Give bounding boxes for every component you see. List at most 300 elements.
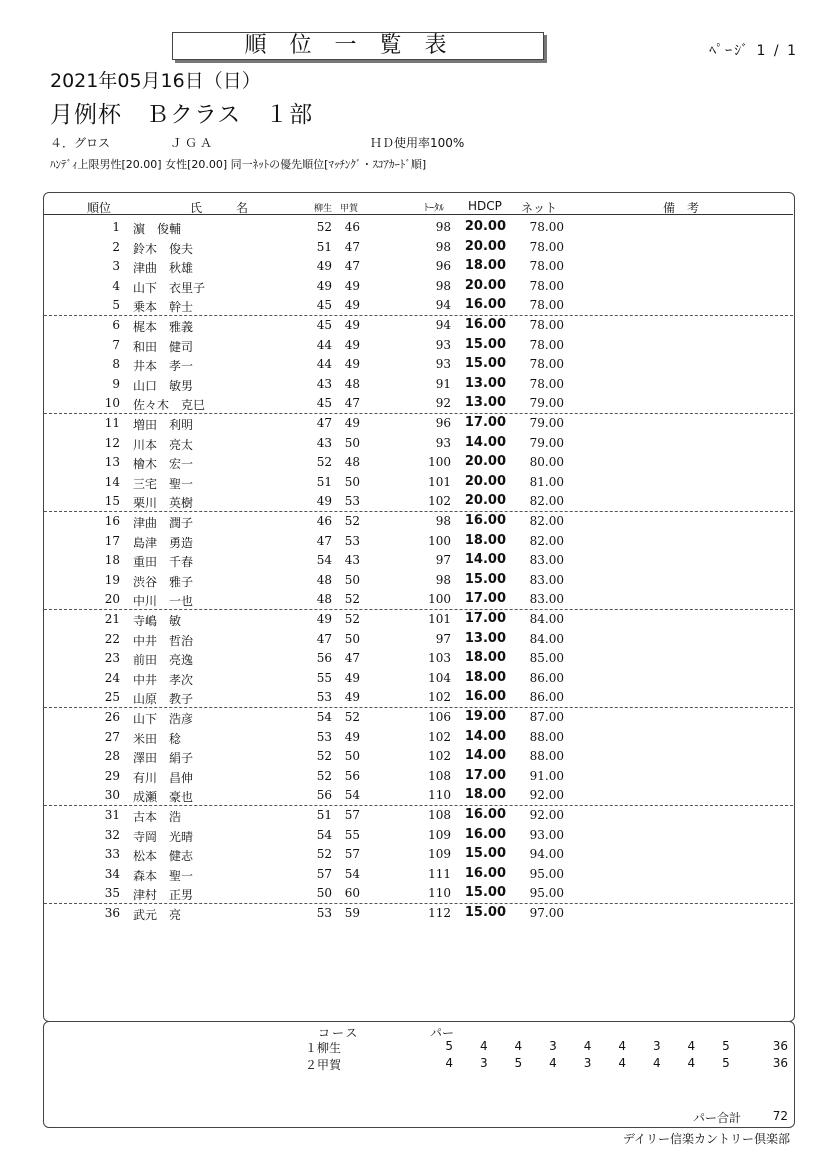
total-cell: 96 <box>435 416 451 430</box>
net-cell: 94.00 <box>529 847 564 862</box>
total-cell: 101 <box>428 612 451 626</box>
net-cell: 88.00 <box>529 729 564 744</box>
table-row <box>0 296 826 316</box>
name-cell: 島津 勇造 <box>133 535 194 550</box>
rank-cell: 25 <box>104 690 120 705</box>
rank-cell: 26 <box>104 710 120 724</box>
total-cell: 108 <box>428 808 451 822</box>
table-row <box>0 277 826 297</box>
hdcp-cell: 15.00 <box>464 571 506 587</box>
hdcp-cell: 14.00 <box>464 434 506 450</box>
table-row <box>0 316 826 336</box>
course2-score-cell: 48 <box>344 376 360 391</box>
table-row <box>0 688 826 708</box>
table-row <box>0 904 826 924</box>
table-row <box>0 473 826 493</box>
total-cell: 102 <box>428 690 451 705</box>
rank-cell: 7 <box>112 337 120 352</box>
hdcp-cell: 16.00 <box>464 297 506 313</box>
total-cell: 98 <box>435 239 451 254</box>
table-row <box>0 806 826 826</box>
course1-score-cell: 46 <box>316 514 332 528</box>
table-row <box>0 492 826 512</box>
hdcp-cell: 15.00 <box>464 336 506 352</box>
total-cell: 102 <box>428 749 451 764</box>
course2-score-cell: 50 <box>344 474 360 489</box>
course1-score-cell: 45 <box>316 396 332 411</box>
course2-score-cell: 52 <box>344 514 360 528</box>
course2-score-cell: 50 <box>344 631 360 646</box>
course2-score-cell: 49 <box>344 357 360 372</box>
net-cell: 78.00 <box>529 337 564 352</box>
net-cell: 81.00 <box>529 474 564 489</box>
table-row <box>0 394 826 414</box>
course1-score-cell: 43 <box>316 435 332 450</box>
total-cell: 93 <box>435 435 451 450</box>
course2-score-cell: 59 <box>344 906 360 920</box>
net-cell: 83.00 <box>529 553 564 568</box>
par-total-label: パー合計 <box>693 1111 742 1125</box>
hd-usage-label: ＨＤ使用率100% <box>370 136 465 150</box>
course2-score-cell: 49 <box>344 416 360 430</box>
table-row <box>0 767 826 787</box>
rank-cell: 12 <box>104 435 120 450</box>
hdcp-cell: 14.00 <box>464 552 506 568</box>
course1-score-cell: 52 <box>316 847 332 862</box>
table-row <box>0 884 826 904</box>
table-row <box>0 218 826 238</box>
total-cell: 98 <box>435 278 451 293</box>
total-cell: 98 <box>435 220 451 234</box>
net-cell: 95.00 <box>529 866 564 881</box>
table-row <box>0 453 826 473</box>
net-cell: 93.00 <box>529 827 564 842</box>
total-cell: 98 <box>435 572 451 587</box>
net-cell: 85.00 <box>529 651 564 666</box>
hdcp-cell: 16.00 <box>464 513 506 528</box>
event-date: 2021年05月16日（日） <box>50 70 261 92</box>
table-row <box>0 414 826 434</box>
net-cell: 91.00 <box>529 768 564 783</box>
table-row <box>0 375 826 395</box>
net-cell: 97.00 <box>529 906 564 920</box>
course1-score-cell: 44 <box>316 357 332 372</box>
hole-par: 4 <box>479 1039 488 1053</box>
table-row <box>0 610 826 630</box>
name-cell: 米田 稔 <box>133 731 182 746</box>
course1-score-cell: 49 <box>316 259 332 274</box>
name-cell: 寺岡 光晴 <box>133 829 194 844</box>
col-remarks: 備 考 <box>663 201 700 215</box>
hole-par: 5 <box>722 1039 730 1053</box>
course2-score-cell: 55 <box>344 827 360 842</box>
hdcp-cell: 15.00 <box>464 885 506 901</box>
rank-cell: 17 <box>104 533 120 548</box>
total-cell: 102 <box>428 494 451 509</box>
event-name: 月例杯 Ｂクラス １部 <box>50 102 314 128</box>
hdcp-cell: 16.00 <box>464 826 506 842</box>
hdcp-cell: 15.00 <box>464 356 506 372</box>
course1-score-cell: 45 <box>316 318 332 332</box>
course1-score-cell: 54 <box>316 710 332 724</box>
rank-cell: 2 <box>112 239 120 254</box>
name-cell: 津曲 秋雄 <box>133 261 194 276</box>
course2-score-cell: 53 <box>344 494 360 509</box>
name-cell: 中井 孝次 <box>133 672 194 687</box>
course2-score-cell: 53 <box>344 533 360 548</box>
hdcp-cell: 13.00 <box>464 375 506 391</box>
total-cell: 96 <box>435 259 451 274</box>
name-cell: 寺嶋 敏 <box>133 614 182 628</box>
total-cell: 104 <box>428 670 451 685</box>
course-info-box <box>43 1021 795 1128</box>
course1-score-cell: 49 <box>316 612 332 626</box>
course1-score-cell: 52 <box>316 768 332 783</box>
rank-cell: 29 <box>104 768 120 783</box>
total-cell: 103 <box>428 651 451 666</box>
association-label: ＪＧＡ <box>170 136 216 150</box>
page-number: ﾍﾟｰｼﾞ 1 / 1 <box>709 43 798 59</box>
course2-score-cell: 49 <box>344 729 360 744</box>
course2-score-cell: 49 <box>344 670 360 685</box>
hdcp-cell: 18.00 <box>464 669 506 685</box>
net-cell: 86.00 <box>529 670 564 685</box>
hdcp-cell: 19.00 <box>464 709 506 724</box>
total-cell: 102 <box>428 729 451 744</box>
hdcp-cell: 18.00 <box>464 787 506 803</box>
rank-cell: 30 <box>104 788 120 803</box>
course2-score-cell: 54 <box>344 788 360 803</box>
course2-score-cell: 52 <box>344 710 360 724</box>
course1-score-cell: 55 <box>316 670 332 685</box>
rank-cell: 16 <box>104 514 120 528</box>
course1-score-cell: 44 <box>316 337 332 352</box>
club-name: デイリー信楽カントリー倶楽部 <box>622 1132 790 1146</box>
net-cell: 78.00 <box>529 298 564 313</box>
rank-cell: 1 <box>112 220 120 234</box>
hdcp-cell: 16.00 <box>464 807 506 822</box>
course-par-total: 36 <box>772 1056 788 1070</box>
total-cell: 109 <box>428 847 451 862</box>
course1-score-cell: 47 <box>316 631 332 646</box>
hdcp-cell: 13.00 <box>464 395 506 411</box>
hdcp-cell: 20.00 <box>464 493 506 509</box>
rank-cell: 32 <box>104 827 120 842</box>
name-cell: 有川 昌伸 <box>133 770 194 785</box>
course1-score-cell: 57 <box>316 866 332 881</box>
name-cell: 山口 敏男 <box>133 378 194 393</box>
table-row <box>0 630 826 650</box>
hdcp-cell: 17.00 <box>464 767 506 783</box>
col-rank: 順位 <box>87 201 112 215</box>
rank-cell: 34 <box>104 866 120 881</box>
net-cell: 78.00 <box>529 357 564 372</box>
hdcp-cell: 14.00 <box>464 728 506 744</box>
course2-score-cell: 49 <box>344 690 360 705</box>
total-cell: 112 <box>428 906 451 920</box>
net-cell: 82.00 <box>529 494 564 509</box>
name-cell: 井本 孝一 <box>133 359 194 374</box>
course2-score-cell: 52 <box>344 612 360 626</box>
rank-cell: 36 <box>104 906 120 920</box>
col-hdcp: HDCP <box>468 199 502 213</box>
course2-score-cell: 48 <box>344 455 360 470</box>
course-par-total: 36 <box>772 1039 788 1053</box>
total-cell: 94 <box>435 318 451 332</box>
total-cell: 93 <box>435 337 451 352</box>
course1-score-cell: 49 <box>316 278 332 293</box>
course1-score-cell: 56 <box>316 788 332 803</box>
hole-par: 4 <box>687 1039 696 1053</box>
hole-par: 3 <box>583 1056 592 1070</box>
table-row <box>0 845 826 865</box>
table-row <box>0 865 826 885</box>
rank-cell: 3 <box>112 259 120 274</box>
hdcp-cell: 18.00 <box>464 258 506 274</box>
total-cell: 91 <box>435 376 451 391</box>
total-cell: 110 <box>428 886 451 901</box>
name-cell: 鈴木 俊夫 <box>133 241 194 256</box>
course1-score-cell: 54 <box>316 553 332 568</box>
hdcp-cell: 20.00 <box>464 219 506 234</box>
name-cell: 乗本 幹士 <box>133 300 194 315</box>
course1-score-cell: 45 <box>316 298 332 313</box>
course1-score-cell: 43 <box>316 376 332 391</box>
col-name-1: 氏 <box>190 201 203 215</box>
name-cell: 津曲 潤子 <box>133 516 194 530</box>
course1-score-cell: 50 <box>316 886 332 901</box>
rank-cell: 14 <box>104 474 120 489</box>
rank-cell: 6 <box>112 318 120 332</box>
course2-score-cell: 49 <box>344 298 360 313</box>
total-cell: 98 <box>435 514 451 528</box>
course1-score-cell: 52 <box>316 455 332 470</box>
rank-cell: 5 <box>112 298 120 313</box>
total-cell: 111 <box>428 866 451 881</box>
total-cell: 109 <box>428 827 451 842</box>
net-cell: 82.00 <box>529 514 564 528</box>
course-name: ２甲賀 <box>305 1058 342 1072</box>
par-total-value: 72 <box>772 1109 788 1123</box>
table-row <box>0 434 826 454</box>
hole-par: 4 <box>549 1056 557 1070</box>
total-cell: 106 <box>428 710 451 724</box>
table-row <box>0 571 826 591</box>
course1-score-cell: 51 <box>316 474 332 489</box>
total-cell: 97 <box>435 553 451 568</box>
net-cell: 92.00 <box>529 788 564 803</box>
course2-score-cell: 52 <box>344 592 360 607</box>
rank-cell: 11 <box>104 416 120 430</box>
hdcp-cell: 14.00 <box>464 748 506 764</box>
net-cell: 88.00 <box>529 749 564 764</box>
name-cell: 森本 聖一 <box>133 868 194 883</box>
handicap-rule: ﾊﾝﾃﾞｨ上限男性[20.00] 女性[20.00] 同一ﾈｯﾄの優先順位[ﾏｯﾁﾝｸﾞ・ｽｺｱｶｰﾄﾞ順] <box>50 158 427 171</box>
table-row <box>0 238 826 258</box>
table-row <box>0 708 826 728</box>
name-cell: 山下 衣里子 <box>133 280 206 295</box>
hdcp-cell: 20.00 <box>464 454 506 470</box>
hole-par: 3 <box>479 1056 488 1070</box>
col-total: ﾄｰﾀﾙ <box>424 203 444 214</box>
course2-score-cell: 47 <box>344 651 360 666</box>
table-row <box>0 532 826 552</box>
course2-score-cell: 49 <box>344 278 360 293</box>
name-cell: 山下 浩彦 <box>133 712 194 726</box>
course2-score-cell: 60 <box>344 886 360 901</box>
rank-cell: 28 <box>104 749 120 764</box>
table-row <box>0 826 826 846</box>
hdcp-cell: 17.00 <box>464 611 506 626</box>
net-cell: 83.00 <box>529 572 564 587</box>
rank-cell: 18 <box>104 553 120 568</box>
col-net: ネット <box>521 201 558 215</box>
col-name-2: 名 <box>236 201 249 215</box>
name-cell: 成瀬 豪也 <box>133 790 194 805</box>
course1-score-cell: 52 <box>316 220 332 234</box>
hdcp-cell: 20.00 <box>464 473 506 489</box>
total-cell: 110 <box>428 788 451 803</box>
net-cell: 86.00 <box>529 690 564 705</box>
table-row <box>0 786 826 806</box>
table-row <box>0 336 826 356</box>
course2-score-cell: 57 <box>344 847 360 862</box>
name-cell: 濵 俊輔 <box>133 222 182 236</box>
rank-cell: 24 <box>104 670 120 685</box>
name-cell: 澤田 絹子 <box>133 751 194 766</box>
hdcp-cell: 20.00 <box>464 277 506 293</box>
hdcp-cell: 17.00 <box>464 591 506 607</box>
table-row <box>0 747 826 767</box>
total-cell: 100 <box>428 592 451 607</box>
hole-par: 4 <box>618 1039 626 1053</box>
hdcp-cell: 16.00 <box>464 689 506 705</box>
name-cell: 佐々木 克巳 <box>133 398 206 413</box>
hole-par: 4 <box>583 1039 592 1053</box>
course-label: コース <box>318 1026 360 1040</box>
name-cell: 重田 千春 <box>133 555 194 570</box>
name-cell: 中井 哲治 <box>133 633 194 648</box>
col-course2: 甲賀 <box>340 204 359 214</box>
table-row <box>0 551 826 571</box>
net-cell: 79.00 <box>529 435 564 450</box>
name-cell: 前田 亮逸 <box>133 653 194 668</box>
name-cell: 栗川 英樹 <box>133 496 194 511</box>
course-name: １柳生 <box>305 1041 342 1055</box>
net-cell: 84.00 <box>529 631 564 646</box>
course2-score-cell: 50 <box>344 572 360 587</box>
course2-score-cell: 49 <box>344 318 360 332</box>
rank-cell: 10 <box>104 396 120 411</box>
net-cell: 84.00 <box>529 612 564 626</box>
rank-cell: 27 <box>104 729 120 744</box>
name-cell: 津村 正男 <box>133 888 194 903</box>
hdcp-cell: 16.00 <box>464 865 506 881</box>
net-cell: 78.00 <box>529 376 564 391</box>
rank-cell: 13 <box>104 455 120 470</box>
total-cell: 108 <box>428 768 451 783</box>
hdcp-cell: 18.00 <box>464 650 506 666</box>
name-cell: 武元 亮 <box>133 908 182 922</box>
table-row <box>0 669 826 689</box>
course1-score-cell: 51 <box>316 808 332 822</box>
hdcp-cell: 15.00 <box>464 905 506 920</box>
name-cell: 梶本 雅義 <box>133 320 194 334</box>
par-label: パー <box>430 1026 455 1040</box>
name-cell: 檜木 宏一 <box>133 457 194 472</box>
name-cell: 増田 利明 <box>133 418 194 432</box>
col-course1: 柳生 <box>314 204 333 214</box>
net-cell: 78.00 <box>529 239 564 254</box>
rank-cell: 21 <box>104 612 120 626</box>
hole-par: 4 <box>687 1056 696 1070</box>
hdcp-cell: 16.00 <box>464 317 506 332</box>
format-label: ４．グロス <box>50 136 111 150</box>
hole-par: 4 <box>618 1056 626 1070</box>
course1-score-cell: 47 <box>316 416 332 430</box>
course2-score-cell: 56 <box>344 768 360 783</box>
rank-cell: 22 <box>104 631 120 646</box>
net-cell: 82.00 <box>529 533 564 548</box>
rank-cell: 8 <box>112 357 120 372</box>
course1-score-cell: 54 <box>316 827 332 842</box>
net-cell: 79.00 <box>529 396 564 411</box>
course2-score-cell: 49 <box>344 337 360 352</box>
course1-score-cell: 48 <box>316 572 332 587</box>
net-cell: 95.00 <box>529 886 564 901</box>
net-cell: 78.00 <box>529 220 564 234</box>
rank-cell: 15 <box>104 494 120 509</box>
course1-score-cell: 53 <box>316 906 332 920</box>
name-cell: 中川 一也 <box>133 594 194 609</box>
hole-par: 4 <box>445 1056 453 1070</box>
course2-score-cell: 47 <box>344 259 360 274</box>
net-cell: 79.00 <box>529 416 564 430</box>
net-cell: 92.00 <box>529 808 564 822</box>
hole-par: 5 <box>445 1039 453 1053</box>
total-cell: 94 <box>435 298 451 313</box>
header-divider <box>44 214 793 215</box>
net-cell: 78.00 <box>529 278 564 293</box>
course1-score-cell: 53 <box>316 729 332 744</box>
page-title: 順位一覧表 <box>244 33 470 58</box>
hole-par: 3 <box>652 1039 661 1053</box>
name-cell: 松本 健志 <box>133 849 194 864</box>
name-cell: 三宅 聖一 <box>133 476 194 491</box>
hdcp-cell: 20.00 <box>464 238 506 254</box>
name-cell: 古本 浩 <box>133 810 182 824</box>
course2-score-cell: 47 <box>344 396 360 411</box>
hdcp-cell: 17.00 <box>464 415 506 430</box>
course1-score-cell: 52 <box>316 749 332 764</box>
hdcp-cell: 15.00 <box>464 846 506 862</box>
total-cell: 100 <box>428 533 451 548</box>
course2-score-cell: 43 <box>344 553 360 568</box>
net-cell: 78.00 <box>529 259 564 274</box>
name-cell: 川本 亮太 <box>133 437 194 452</box>
total-cell: 97 <box>435 631 451 646</box>
hole-par: 5 <box>722 1056 730 1070</box>
hdcp-cell: 18.00 <box>464 532 506 548</box>
course2-score-cell: 46 <box>344 220 360 234</box>
rank-cell: 23 <box>104 651 120 666</box>
course1-score-cell: 48 <box>316 592 332 607</box>
name-cell: 山原 教子 <box>133 692 194 707</box>
course2-score-cell: 50 <box>344 749 360 764</box>
total-cell: 93 <box>435 357 451 372</box>
table-row <box>0 728 826 748</box>
rank-cell: 33 <box>104 847 120 862</box>
